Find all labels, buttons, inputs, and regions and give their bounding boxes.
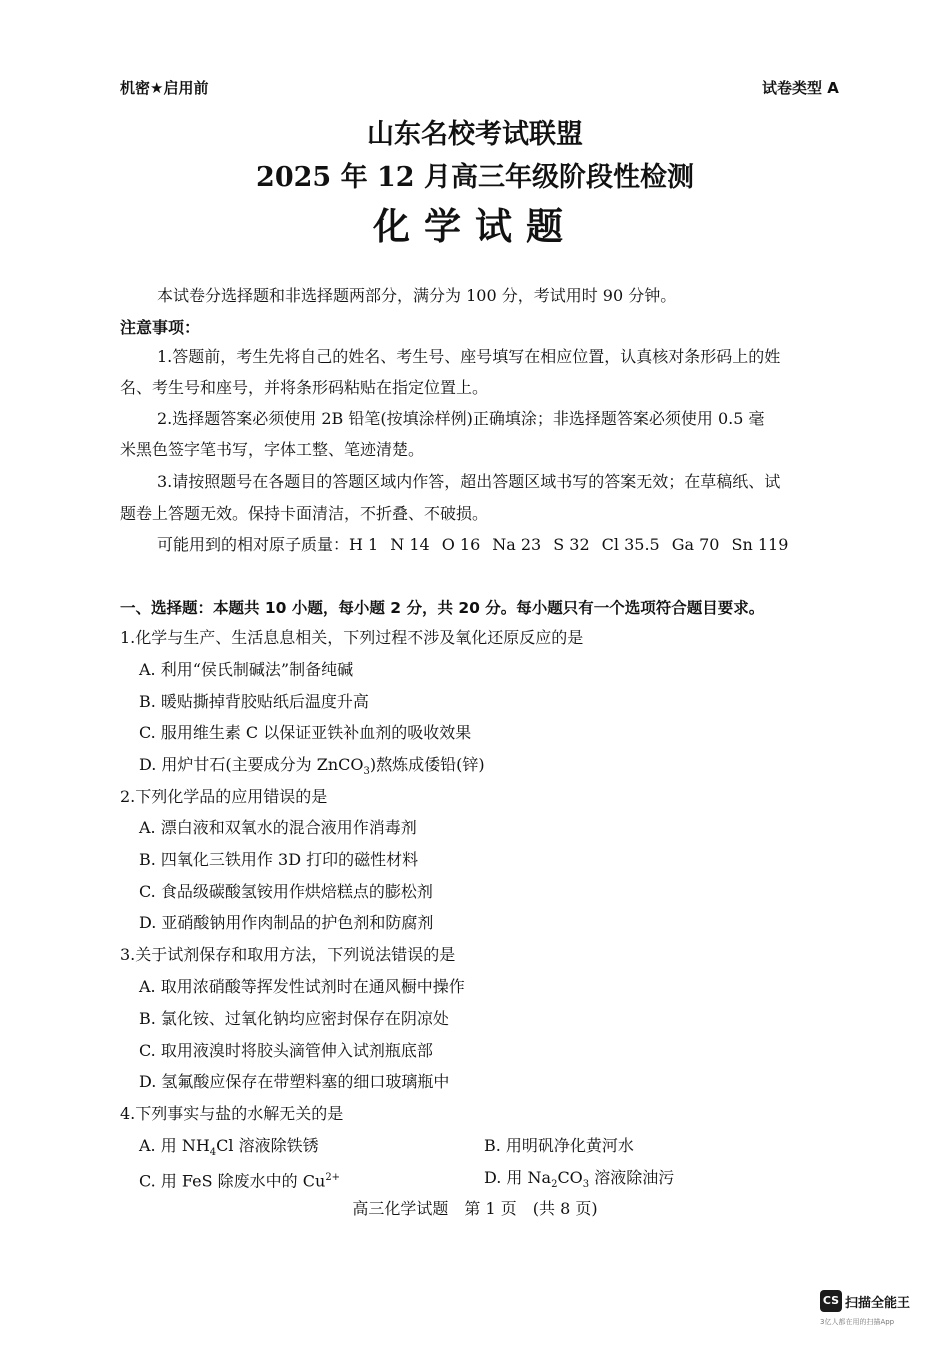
note-3-line-1: 3.请按照题号在各题目的答题区域内作答，超出答题区域书写的答案无效；在草稿纸、试 xyxy=(157,472,781,491)
exam-date-title: 2025 年 12 月高三年级阶段性检测 xyxy=(256,162,694,193)
q3-stem: 3.关于试剂保存和取用方法，下列说法错误的是 xyxy=(120,945,456,964)
intro-text: 本试卷分选择题和非选择题两部分，满分为 100 分，考试用时 90 分钟。 xyxy=(157,286,677,305)
q4-option-a: A. 用 $NH_4Cl$ 溶液除铁锈 xyxy=(139,1136,319,1159)
mass-h: H 1 xyxy=(349,535,379,554)
q3-option-a: A. 取用浓硝酸等挥发性试剂时在通风橱中操作 xyxy=(139,977,465,996)
q3-option-d: D. 氢氟酸应保存在带塑料塞的细口玻璃瓶中 xyxy=(139,1072,450,1091)
note-1-line-1: 1.答题前，考生先将自己的姓名、考生号、座号填写在相应位置，认真核对条形码上的姓 xyxy=(157,347,781,366)
q2-option-a: A. 漂白液和双氧水的混合液用作消毒剂 xyxy=(139,818,417,837)
mass-s: S 32 xyxy=(553,535,590,554)
atomic-masses-label: 可能用到的相对原子质量： xyxy=(157,535,350,554)
mass-o: O 16 xyxy=(441,535,481,554)
q1-option-c: C. 服用维生素 C 以保证亚铁补血剂的吸收效果 xyxy=(139,723,472,742)
q2-option-d: D. 亚硝酸钠用作肉制品的护色剂和防腐剂 xyxy=(139,913,434,932)
note-3-line-2: 题卷上答题无效。保持卡面清洁，不折叠、不破损。 xyxy=(120,504,489,523)
q4-option-d: D. 用 $Na_2CO_3$ 溶液除油污 xyxy=(484,1168,675,1191)
paper-type-label: 试卷类型 A xyxy=(762,79,839,97)
mass-cl: Cl 35.5 xyxy=(601,535,660,554)
atomic-masses xyxy=(157,535,800,555)
note-2-line-1: 2.选择题答案必须使用 2B 铅笔(按填涂样例)正确填涂；非选择题答案必须使用 0.5 毫 xyxy=(157,409,765,428)
confidential-label: 机密★启用前 xyxy=(120,79,209,97)
mass-ga: Ga 70 xyxy=(671,535,720,554)
exam-union-title: 山东名校考试联盟 xyxy=(367,119,583,150)
page-footer: 高三化学试题 第 1 页 (共 8 页) xyxy=(352,1199,598,1218)
mass-sn: Sn 119 xyxy=(731,535,789,554)
q4-option-b: B. 用明矾净化黄河水 xyxy=(484,1136,634,1155)
notes-heading: 注意事项： xyxy=(120,318,201,337)
mass-n: N 14 xyxy=(390,535,430,554)
q2-option-c: C. 食品级碳酸氢铵用作烘焙糕点的膨松剂 xyxy=(139,882,433,901)
subject-title: 化学试题 xyxy=(373,205,577,248)
q4-stem: 4.下列事实与盐的水解无关的是 xyxy=(120,1104,344,1123)
q1-option-d: D. 用炉甘石(主要成分为 ZnCO$_3$)熬炼成倭铅(锌) xyxy=(139,755,485,778)
note-2-line-2: 米黑色签字笔书写，字体工整、笔迹清楚。 xyxy=(120,440,425,459)
q2-option-b: B. 四氧化三铁用作 3D 打印的磁性材料 xyxy=(139,850,419,869)
q1-option-b: B. 暖贴撕掉背胶贴纸后温度升高 xyxy=(139,692,369,711)
q2-stem: 2.下列化学品的应用错误的是 xyxy=(120,787,328,806)
camscanner-watermark xyxy=(820,1290,911,1326)
q1-option-a: A. 利用“侯氏制碱法”制备纯碱 xyxy=(139,660,354,679)
section-1-heading: 一、选择题：本题共 10 小题，每小题 2 分，共 20 分。每小题只有一个选项符合题目要求。 xyxy=(120,599,765,617)
camscanner-logo-icon: CS xyxy=(820,1290,842,1312)
q3-option-b: B. 氯化铵、过氧化钠均应密封保存在阴凉处 xyxy=(139,1009,449,1028)
q4-option-c: C. 用 FeS 除废水中的 $Cu^{2+}$ xyxy=(139,1171,341,1191)
q3-option-c: C. 取用液溴时将胶头滴管伸入试剂瓶底部 xyxy=(139,1041,433,1060)
camscanner-name: 扫描全能王 xyxy=(845,1295,911,1311)
q1-stem: 1.化学与生产、生活息息相关，下列过程不涉及氧化还原反应的是 xyxy=(120,628,584,647)
camscanner-tagline: 3亿人都在用的扫描App xyxy=(820,1318,895,1326)
mass-na: Na 23 xyxy=(492,535,542,554)
note-1-line-2: 名、考生号和座号，并将条形码粘贴在指定位置上。 xyxy=(120,378,489,397)
